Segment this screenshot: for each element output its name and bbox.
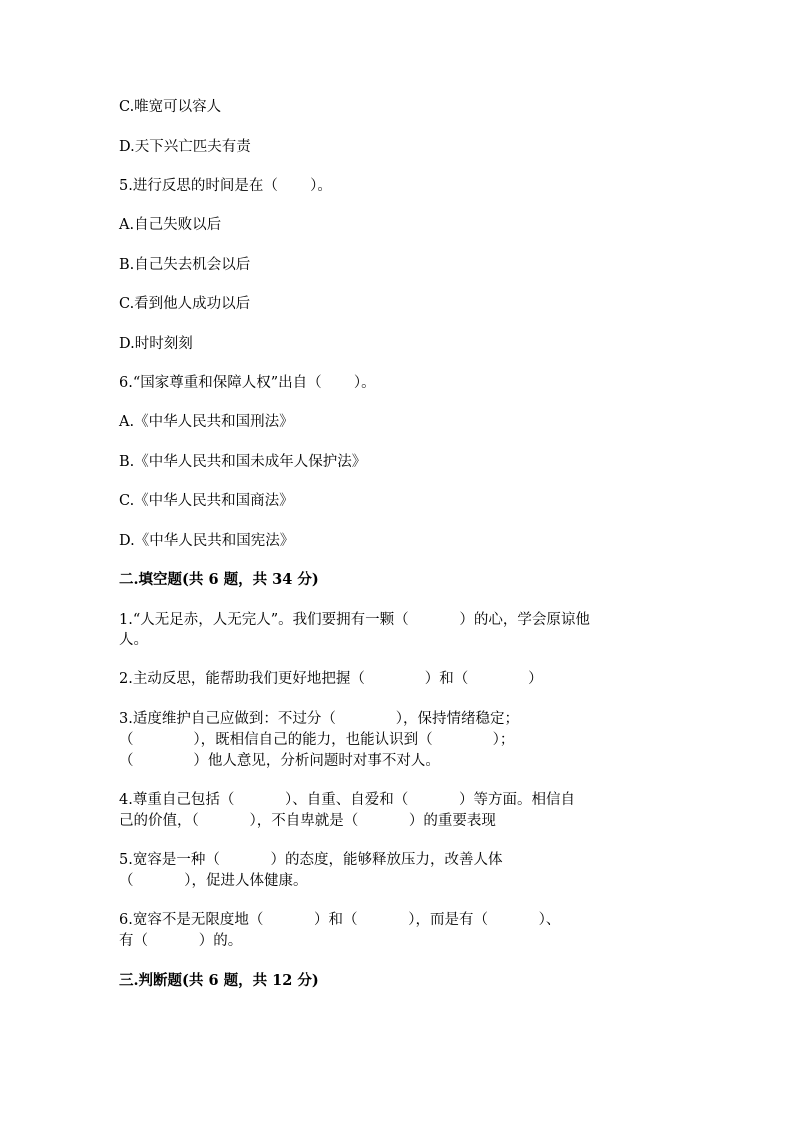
fill-question-3-line-2: （ ），既相信自己的能力，也能认识到（ ）； [119,732,515,748]
option-b-q6: B.《中华人民共和国未成年人保护法》 [119,454,367,470]
option-a-q6: A.《中华人民共和国刑法》 [119,414,294,430]
option-d-q4: D.天下兴亡匹夫有责 [119,139,251,155]
option-c-q6: C.《中华人民共和国商法》 [119,493,294,509]
option-a-q5: A.自己失败以后 [119,217,222,233]
fill-question-1-line-1: 1.“人无足赤，人无完人”。我们要拥有一颗（ ）的心，学会原谅他 [119,612,590,628]
fill-question-1-line-2: 人。 [119,632,148,648]
option-d-q5: D.时时刻刻 [119,336,193,352]
fill-question-2: 2.主动反思，能帮助我们更好地把握（ ）和（ ） [119,671,543,687]
option-d-q6: D.《中华人民共和国宪法》 [119,533,295,549]
option-b-q5: B.自己失去机会以后 [119,257,251,273]
fill-question-5-line-2: （ ），促进人体健康。 [119,873,308,889]
question-5: 5.进行反思的时间是在（ ）。 [119,178,332,194]
option-c-q4: C.唯宽可以容人 [119,99,222,115]
fill-question-4-line-2: 己的价值，（ ），不自卑就是（ ）的重要表现 [119,813,496,829]
fill-question-5-line-1: 5.宽容是一种（ ）的态度，能够释放压力，改善人体 [119,852,503,868]
fill-question-4-line-1: 4.尊重自己包括（ ）、自重、自爱和（ ）等方面。相信自 [119,792,575,808]
fill-question-6-line-1: 6.宽容不是无限度地（ ）和（ ），而是有（ ）、 [119,912,561,928]
question-6: 6.“国家尊重和保障人权”出自（ ）。 [119,375,376,391]
fill-question-3-line-3: （ ）他人意见，分析问题时对事不对人。 [119,753,440,769]
fill-question-6-line-2: 有（ ）的。 [119,933,243,949]
section-heading-fill-blank: 二.填空题(共 6 题，共 34 分) [119,571,319,588]
section-heading-true-false: 三.判断题(共 6 题，共 12 分) [119,972,319,989]
option-c-q5: C.看到他人成功以后 [119,296,251,312]
fill-question-3-line-1: 3.适度维护自己应做到：不过分（ ），保持情绪稳定； [119,711,520,727]
